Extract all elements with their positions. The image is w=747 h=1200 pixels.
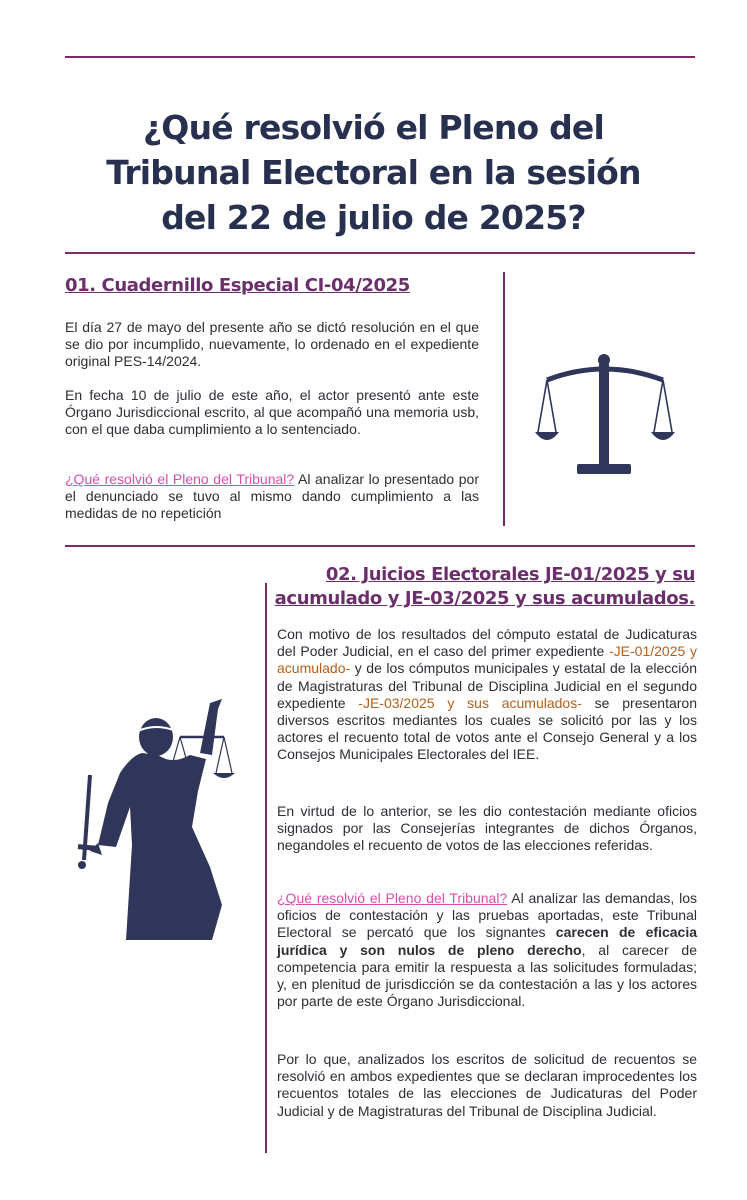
section2-p1-case-2: -JE-03/2025 y sus acumulados- <box>358 694 582 711</box>
top-divider <box>65 56 695 58</box>
section2-p3-text-b: , al carecer de competencia para emitir la respuesta a las solicitudes formuladas; y, en plenitud de jurisdicción se da contestación a las y los actores por parte de este Órgano Jurisdiccional. <box>277 941 697 1010</box>
section2-p3-text-a: Al analizar las demandas, los oficios de contestación y las pruebas aportadas, este Tribunal Electoral se percató que los signantes <box>277 890 697 941</box>
section1-answer: Al analizar lo presentado por el denunciado se tuvo al mismo dando cumplimiento a las medidas de no repetición <box>65 471 479 522</box>
section2-question: ¿Qué resolvió el Pleno del Tribunal? <box>277 890 508 906</box>
title-line-1: ¿Qué resolvió el Pleno del <box>142 108 605 147</box>
section1-heading: 01. Cuadernillo Especial CI-04/2025 <box>65 275 410 296</box>
title-divider <box>65 252 695 254</box>
section2-p1-case-1: -JE-01/2025 y acumulado- <box>277 643 697 677</box>
section2-vertical-divider <box>265 583 267 1153</box>
section2-p3-bold: carecen de eficacia jurídica y son nulos de pleno derecho <box>277 924 697 958</box>
section1-paragraph-3 <box>65 471 479 523</box>
page-title <box>60 105 687 240</box>
section2-paragraph-2: En virtud de lo anterior, se les dio contestación mediante oficios signados por las Consejerías integrantes de dichos Órganos, negandoles el recuento de votos de las elecciones referidas. <box>277 803 697 854</box>
section2-paragraph-1 <box>277 626 697 764</box>
section-divider <box>65 545 695 547</box>
section1-paragraph-2: En fecha 10 de julio de este año, el actor presentó ante este Órgano Jurisdiccional escrito, al que acompañó una memoria usb, con el que daba cumplimiento a lo sentenciado. <box>65 387 479 438</box>
section2-heading-line-1: 02. Juicios Electorales JE-01/2025 y su <box>325 564 695 585</box>
scales-of-justice-icon <box>535 352 677 478</box>
section2-p1-text-a: Con motivo de los resultados del cómputo estatal de Judicaturas del Poder Judicial, en el caso del primer expediente <box>277 626 697 660</box>
section2-p1-text-e: se presentaron diversos escritos mediantes los cuales se solicitó por las y los actores el recuento total de votos ante el Consejo General y a los Consejos Municipales Electorales del IEE. <box>277 694 697 763</box>
section1-question: ¿Qué resolvió el Pleno del Tribunal? <box>65 471 295 487</box>
section2-heading <box>270 563 695 611</box>
section1-vertical-divider <box>503 272 505 526</box>
section2-paragraph-3 <box>277 890 697 1010</box>
title-line-2: Tribunal Electoral en la sesión <box>106 153 641 192</box>
section1-paragraph-1: El día 27 de mayo del presente año se dictó resolución en el que se dio por incumplido, nuevamente, lo ordenado en el expediente original PES-14/2024. <box>65 319 479 370</box>
section2-p1-text-c: y de los cómputos municipales y estatal de la elección de Magistraturas del Tribunal de Disciplina Judicial en el segundo expediente <box>277 660 697 711</box>
lady-justice-statue-icon <box>72 695 242 940</box>
section2-paragraph-4: Por lo que, analizados los escritos de solicitud de recuentos se resolvió en ambos expedientes que se declaran improcedentes los recuentos totales de las elecciones de Judicaturas del Poder Judicial y de Magistraturas del Tribunal de Disciplina Judicial. <box>277 1051 697 1119</box>
title-line-3: del 22 de julio de 2025? <box>161 198 586 237</box>
section2-heading-line-2: acumulado y JE-03/2025 y sus acumulados. <box>274 588 695 609</box>
